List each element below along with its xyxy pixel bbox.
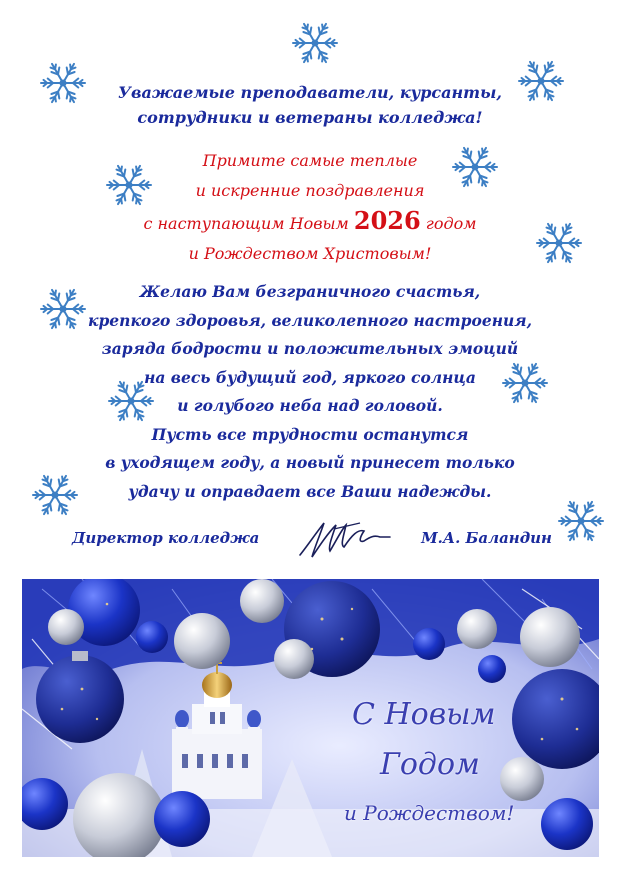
new-year-postcard: [22, 579, 599, 857]
congrats-line: [80, 206, 540, 239]
wish-line: крепкого здоровья, великолепного настроения,: [87, 310, 533, 330]
congrats-line: и искренние поздравления: [195, 181, 425, 200]
wish-line: и голубого неба над головой.: [177, 396, 443, 415]
director-title: Директор колледжа: [72, 529, 260, 547]
signature-row: [72, 525, 552, 555]
wishes-block: [70, 278, 550, 506]
snowflake-icon: [556, 496, 606, 546]
snowflake-icon: [290, 18, 340, 68]
year-number: 2026: [353, 206, 421, 235]
wish-line: Пусть все трудности останутся: [151, 424, 469, 444]
greeting-line: Уважаемые преподаватели, курсанты,: [118, 83, 502, 102]
congratulations-block: [80, 146, 540, 269]
congrats-text: с наступающим Новым: [143, 214, 354, 233]
handwritten-signature: [294, 515, 394, 567]
congrats-line: Примите самые теплые: [202, 151, 418, 170]
postcard-line: С Новым: [352, 697, 496, 732]
wish-line: Желаю Вам безграничного счастья,: [139, 282, 481, 301]
snowflake-icon: [534, 218, 584, 268]
congrats-line: и Рождеством Христовым!: [188, 244, 432, 263]
director-name: М.А. Баландин: [421, 529, 552, 547]
greeting-line: сотрудники и ветераны колледжа!: [137, 108, 483, 127]
postcard-line: и Рождеством!: [344, 801, 515, 825]
wish-line: в уходящем году, а новый принесет только: [105, 453, 515, 472]
wish-line: удачу и оправдает все Ваши надежды.: [128, 481, 492, 501]
wish-line: на весь будущий год, яркого солнца: [144, 367, 476, 387]
congrats-text: годом: [420, 214, 477, 233]
wish-line: заряда бодрости и положительных эмоций: [101, 339, 519, 358]
postcard-line: Годом: [380, 747, 480, 782]
greeting-heading: [60, 80, 560, 130]
